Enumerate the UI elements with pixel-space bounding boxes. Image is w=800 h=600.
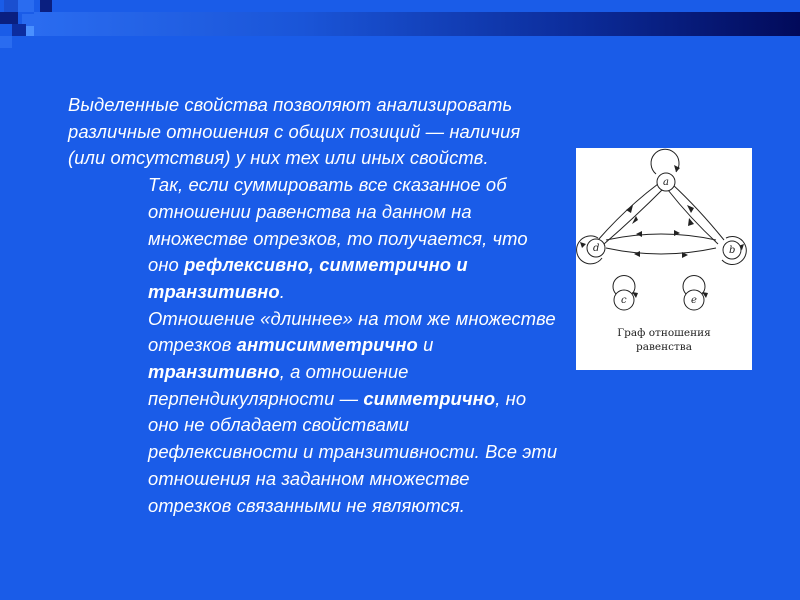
arrowhead xyxy=(580,242,586,248)
edge-a-b xyxy=(672,184,724,240)
paragraph-3-emphasis-3: симметрично xyxy=(363,387,496,409)
caption-line-2: равенства xyxy=(636,341,692,353)
paragraph-2-end: . xyxy=(279,280,285,302)
paragraph-2-text: Так, если суммировать все сказанное об отношении равенства на данном на множестве отрезков, то получается, что оно xyxy=(148,174,528,276)
paragraph-3-text-1: Отношение «длиннее» на том же множестве отрезков xyxy=(148,307,556,356)
caption-line-1: Граф отношения xyxy=(617,327,711,339)
paragraph-3-text-4: , но оно не обладает свойствами рефлексивности и транзитивности. Все эти отношения на заданном множестве отрезков связанными не являются. xyxy=(148,387,558,516)
arrowhead xyxy=(632,216,638,224)
paragraph-2-emphasis: рефлексивно, симметрично и транзитивно xyxy=(148,254,468,302)
arrowhead xyxy=(634,251,640,257)
node-label-c: c xyxy=(621,295,627,306)
node-label-a: a xyxy=(663,177,669,188)
slide-body-text xyxy=(68,92,558,519)
edge-b-d xyxy=(606,248,716,254)
arrowhead xyxy=(626,205,633,213)
edge-d-b xyxy=(606,234,716,240)
paragraph-3-emphasis-1: антисимметрично xyxy=(236,334,418,356)
node-label-d: d xyxy=(593,243,600,254)
paragraph-2 xyxy=(68,172,558,306)
paragraph-1: Выделенные свойства позволяют анализировать различные отношения с общих позиций — наличия (или отсутствия) у них тех или иных свойств. xyxy=(68,94,521,169)
paragraph-3-text-3: , а отношение перпендикулярности — xyxy=(148,361,409,409)
paragraph-3-text-2: и xyxy=(417,334,434,356)
paragraph-3 xyxy=(68,306,558,520)
paragraph-3-emphasis-2: транзитивно xyxy=(148,361,280,383)
loop-a xyxy=(651,149,679,174)
arrowhead xyxy=(636,231,642,237)
node-label-b: b xyxy=(729,245,736,256)
arrowhead xyxy=(687,205,694,213)
edge-a-d xyxy=(598,184,658,240)
relation-graph-figure xyxy=(576,148,752,370)
node-label-e: e xyxy=(691,295,697,306)
figure-caption xyxy=(576,326,752,354)
header-bar xyxy=(34,12,800,36)
